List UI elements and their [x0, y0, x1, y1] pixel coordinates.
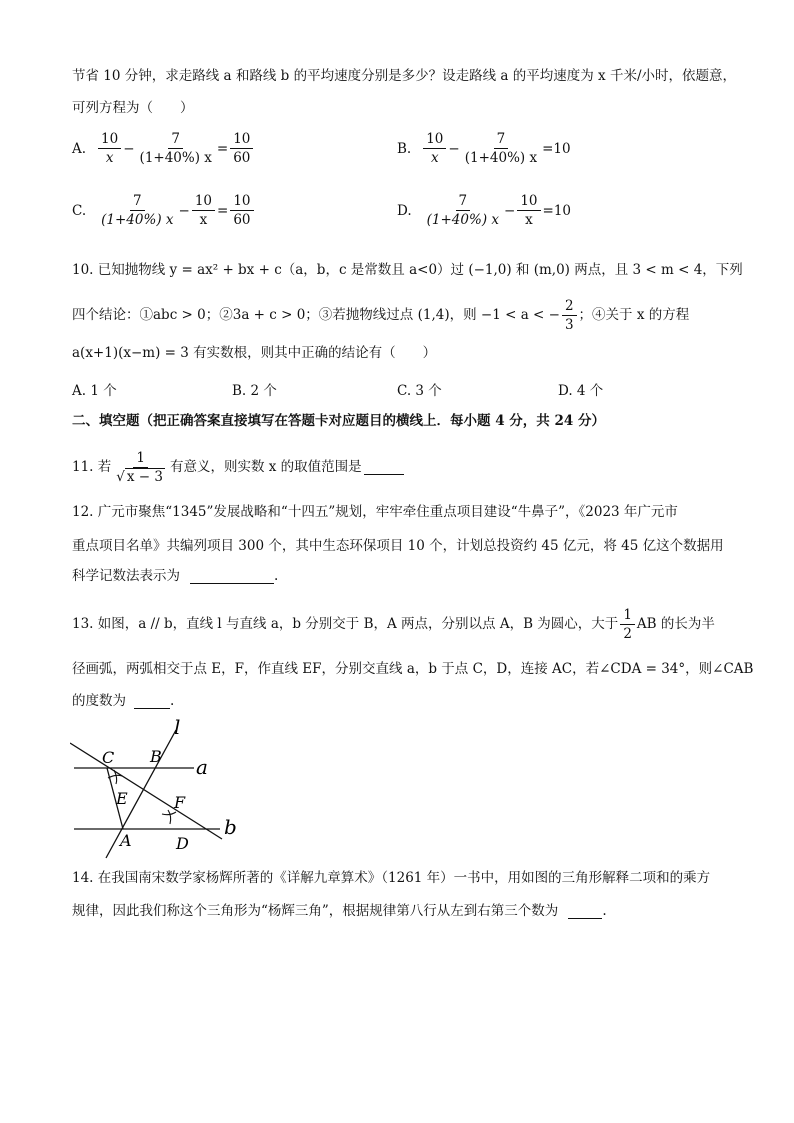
label-C: C [102, 748, 115, 767]
label-l: l [174, 718, 181, 739]
q9-minus: − [504, 202, 516, 219]
q9-frac-2-num: 7 [168, 130, 183, 149]
q9-rhs-frac [230, 192, 253, 229]
section2-title: 二、填空题（把正确答案直接填写在答题卡对应题目的横线上．每小题 4 分，共 24 分） [72, 413, 605, 429]
label-a: a [196, 755, 208, 779]
q9-option-label: C. [72, 202, 87, 219]
q14-line2: 规律，因此我们称这个三角形为“杨辉三角”，根据规律第八行从左到右第三个数为 . [72, 903, 607, 919]
q9-frac-2-num: 10 [192, 192, 215, 211]
label-E: E [116, 789, 128, 808]
q13-line1-b: AB 的长为半 [636, 616, 715, 632]
q13-line1-a: 13. 如图，a // b，直线 l 与直线 a，b 分别交于 B，A 两点，分别以点 A，B 为圆心，大于 [72, 616, 619, 632]
q9-minus: − [448, 140, 460, 157]
q9-frac-2-den: (1+40%) x [139, 150, 212, 166]
label-b: b [224, 815, 237, 839]
q9-frac-1-den: (1+40%) x [101, 212, 174, 228]
q9-rhs-num: 10 [230, 192, 253, 211]
arc-mark-e [108, 775, 122, 778]
q12-answer-blank[interactable] [190, 569, 274, 584]
q9-frac-2-den: x [199, 212, 208, 228]
q9-frac-1 [424, 192, 502, 229]
q11-prefix: 11. 若 [72, 459, 112, 475]
q11-suffix: 有意义，则实数 x 的取值范围是 [169, 459, 362, 475]
q9-frac-2 [517, 192, 540, 229]
q9-minus: − [123, 140, 135, 157]
q12-line1: 12. 广元市聚焦“1345”发展战略和“十四五”规划，牢牢牵住重点项目建设“牛鼻子”，《2023 年广元市 [72, 504, 678, 520]
q10-line2-a: 四个结论：①abc > 0；②3a + c > 0；③若抛物线过点 (1,4)，则 −1 < a < − [72, 307, 560, 323]
q9-frac-2 [192, 192, 215, 229]
arc-mark-f2 [168, 810, 171, 824]
q12-line3: 科学记数法表示为 . [72, 568, 279, 584]
q14-answer-blank[interactable] [568, 904, 602, 919]
q10-fraction [562, 297, 577, 334]
q9-frac-1 [98, 192, 176, 229]
q9-option-d[interactable] [397, 192, 571, 229]
q10-option-b[interactable]: B. 2 个 [232, 383, 277, 399]
q9-option-a[interactable] [72, 130, 255, 167]
q11-fraction [113, 449, 168, 486]
q13-figure [70, 718, 250, 863]
q9-equals: = [216, 140, 229, 157]
q10-line3: a(x+1)(x−m) = 3 有实数根，则其中正确的结论有（ ） [72, 345, 437, 361]
q9-frac-1-num: 7 [456, 192, 471, 211]
q9-frac-1 [423, 130, 446, 167]
q11-answer-blank[interactable] [364, 460, 404, 475]
q9-frac-2-num: 7 [494, 130, 509, 149]
q10-option-a[interactable]: A. 1 个 [72, 383, 117, 399]
q9-rhs-den: 60 [233, 150, 251, 166]
q10-frac-num: 2 [562, 297, 577, 316]
q9-frac-2-den: x [525, 212, 533, 228]
q9-frac-2 [462, 130, 540, 167]
q13-line1 [72, 604, 715, 644]
q10-line2 [72, 297, 689, 333]
q9-option-b[interactable] [397, 130, 571, 167]
q11-frac-den: x − 3 [126, 468, 163, 485]
q14-line2-text: 规律，因此我们称这个三角形为“杨辉三角”，根据规律第八行从左到右第三个数为 [72, 903, 559, 919]
q9-rhs-frac [230, 130, 253, 167]
q9-equals: = [542, 140, 554, 157]
q10-line1: 10. 已知抛物线 y = ax² + bx + c（a，b，c 是常数且 a<0）过 (−1,0) 和 (m,0) 两点，且 3 < m < 4，下列 [72, 262, 743, 278]
q9-option-label: D. [397, 202, 412, 219]
q9-frac-2-num: 10 [517, 192, 540, 211]
q9-frac-1-num: 10 [423, 130, 446, 149]
q9-equals: = [542, 202, 554, 219]
q9-stem-line1: 节省 10 分钟，求走路线 a 和路线 b 的平均速度分别是多少？设走路线 a 的平均速度为 x 千米/小时，依题意， [72, 68, 736, 84]
q9-option-label: A. [72, 140, 87, 157]
q13-line3: 的度数为 . [72, 693, 175, 709]
q13-line3-text: 的度数为 [72, 693, 126, 709]
q12-line3-text: 科学记数法表示为 [72, 568, 180, 584]
q9-frac-1 [98, 130, 121, 167]
q10-frac-den: 3 [564, 316, 574, 333]
q9-frac-1-den: x [431, 150, 439, 166]
q11-frac-num: 1 [133, 449, 148, 468]
label-F: F [174, 793, 186, 812]
q9-frac-1-num: 7 [130, 192, 145, 211]
q9-equals: = [217, 202, 229, 219]
label-D: D [176, 834, 189, 853]
q9-frac-2-den: (1+40%) x [464, 150, 538, 166]
q9-frac-1-den: x [105, 150, 114, 166]
q9-option-c[interactable] [72, 192, 256, 229]
q12-line2: 重点项目名单》共编列项目 300 个，其中生态环保项目 10 个，计划总投资约 45 亿元，将 45 亿这个数据用 [72, 538, 724, 554]
q9-frac-1-den: (1+40%) x [426, 212, 499, 228]
q13-frac-den: 2 [623, 625, 632, 642]
q13-frac-num: 1 [620, 606, 635, 625]
label-A: A [120, 831, 132, 850]
q9-frac-2 [137, 130, 215, 167]
q13-line2: 径画弧，两弧相交于点 E，F，作直线 EF，分别交直线 a，b 于点 C，D，连接 AC，若∠CDA = 34°，则∠CAB [72, 661, 754, 677]
q10-line2-b: ；④关于 x 的方程 [578, 307, 690, 323]
q13-fraction [620, 606, 635, 643]
q9-rhs: 10 [553, 140, 571, 157]
q9-rhs-num: 10 [230, 130, 253, 149]
q9-stem-line2: 可列方程为（ ） [72, 100, 194, 116]
q9-frac-1-num: 10 [98, 130, 121, 149]
q10-option-d[interactable]: D. 4 个 [558, 383, 604, 399]
q9-rhs: 10 [553, 202, 571, 219]
q11-frac-den-wrap: √ x − 3 [116, 468, 163, 485]
q9-rhs-den: 60 [233, 212, 251, 228]
q10-option-c[interactable]: C. 3 个 [397, 383, 442, 399]
q11-line [72, 445, 404, 489]
label-B: B [150, 747, 162, 766]
q9-option-label: B. [397, 140, 412, 157]
q9-minus: − [178, 202, 190, 219]
q14-line1: 14. 在我国南宋数学家杨辉所著的《详解九章算术》（1261 年）一书中，用如图的三角形解释二项和的乘方 [72, 870, 711, 886]
q13-answer-blank[interactable] [134, 694, 170, 709]
